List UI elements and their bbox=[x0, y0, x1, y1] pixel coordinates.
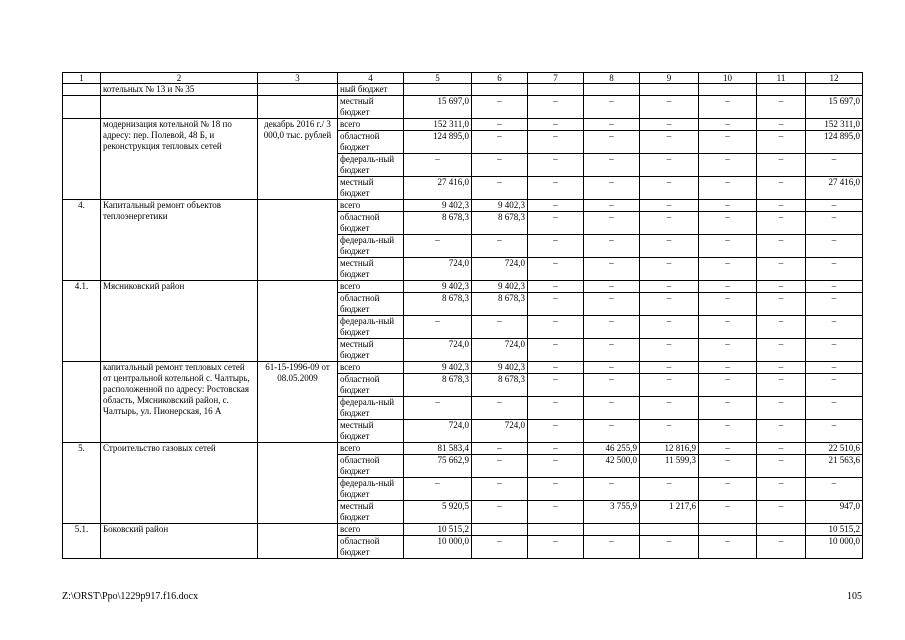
value-cell: 8 678,3 bbox=[472, 374, 528, 397]
value-cell: – bbox=[757, 339, 806, 362]
value-cell: – bbox=[699, 374, 757, 397]
value-cell: 10 515,2 bbox=[404, 524, 472, 536]
value-cell: 947,0 bbox=[806, 501, 863, 524]
column-header: 6 bbox=[472, 73, 528, 84]
term-cell bbox=[258, 281, 338, 362]
value-cell bbox=[640, 84, 699, 96]
value-cell: – bbox=[584, 281, 640, 293]
value-cell: – bbox=[584, 154, 640, 177]
value-cell: – bbox=[528, 154, 584, 177]
page-number: 105 bbox=[847, 591, 862, 602]
value-cell: – bbox=[584, 293, 640, 316]
value-cell: – bbox=[806, 258, 863, 281]
value-cell: – bbox=[806, 200, 863, 212]
value-cell: – bbox=[640, 316, 699, 339]
value-cell: 10 000,0 bbox=[806, 536, 863, 559]
value-cell: – bbox=[699, 293, 757, 316]
value-cell: – bbox=[584, 200, 640, 212]
value-cell: – bbox=[640, 131, 699, 154]
value-cell: 8 678,3 bbox=[404, 374, 472, 397]
column-header: 1 bbox=[63, 73, 101, 84]
value-cell: – bbox=[528, 177, 584, 200]
name-cell: Боковский район bbox=[101, 524, 258, 559]
value-cell: – bbox=[640, 119, 699, 131]
funding-source-cell: местный бюджет bbox=[338, 420, 404, 443]
value-cell: – bbox=[699, 397, 757, 420]
value-cell: – bbox=[757, 258, 806, 281]
value-cell: – bbox=[528, 536, 584, 559]
value-cell: – bbox=[699, 501, 757, 524]
value-cell: 724,0 bbox=[404, 420, 472, 443]
term-cell: 61-15-1996-09 от 08.05.2009 bbox=[258, 362, 338, 443]
funding-source-cell: федераль-ный бюджет bbox=[338, 397, 404, 420]
funding-source-cell: областной бюджет bbox=[338, 293, 404, 316]
value-cell: – bbox=[528, 362, 584, 374]
value-cell: 724,0 bbox=[472, 339, 528, 362]
name-cell: капитальный ремонт тепловых сетей от центральной котельной с. Чалтырь, расположенной по адресу: Ростовская область, Мясниковский район, с. Чалтырь, ул. Пионерская, 16 А bbox=[101, 362, 258, 443]
value-cell: – bbox=[528, 258, 584, 281]
column-header: 7 bbox=[528, 73, 584, 84]
value-cell: – bbox=[699, 96, 757, 119]
term-cell bbox=[258, 443, 338, 524]
value-cell: 75 662,9 bbox=[404, 455, 472, 478]
name-cell: Капитальный ремонт объектов теплоэнергетики bbox=[101, 200, 258, 281]
value-cell: 9 402,3 bbox=[472, 281, 528, 293]
value-cell: – bbox=[528, 443, 584, 455]
value-cell: 1 217,6 bbox=[640, 501, 699, 524]
value-cell: – bbox=[528, 374, 584, 397]
value-cell: – bbox=[757, 362, 806, 374]
value-cell: – bbox=[640, 293, 699, 316]
value-cell: – bbox=[757, 420, 806, 443]
funding-source-cell: областной бюджет bbox=[338, 374, 404, 397]
value-cell: – bbox=[472, 316, 528, 339]
value-cell: – bbox=[699, 154, 757, 177]
value-cell: – bbox=[528, 200, 584, 212]
value-cell: 9 402,3 bbox=[404, 200, 472, 212]
value-cell: 15 697,0 bbox=[404, 96, 472, 119]
value-cell: – bbox=[472, 478, 528, 501]
value-cell: 21 563,6 bbox=[806, 455, 863, 478]
value-cell: – bbox=[757, 177, 806, 200]
value-cell: – bbox=[640, 478, 699, 501]
name-cell: Мясниковский район bbox=[101, 281, 258, 362]
value-cell: – bbox=[528, 212, 584, 235]
value-cell: 10 000,0 bbox=[404, 536, 472, 559]
value-cell bbox=[472, 84, 528, 96]
value-cell bbox=[584, 84, 640, 96]
table-row bbox=[63, 281, 863, 293]
value-cell: – bbox=[757, 316, 806, 339]
value-cell: – bbox=[472, 397, 528, 420]
value-cell: – bbox=[472, 235, 528, 258]
value-cell: – bbox=[806, 362, 863, 374]
value-cell: – bbox=[757, 293, 806, 316]
value-cell: – bbox=[528, 455, 584, 478]
value-cell: 46 255,9 bbox=[584, 443, 640, 455]
funding-source-cell: всего bbox=[338, 524, 404, 536]
value-cell: 10 515,2 bbox=[806, 524, 863, 536]
funding-source-cell: всего bbox=[338, 200, 404, 212]
funding-source-cell: областной бюджет bbox=[338, 212, 404, 235]
value-cell: – bbox=[699, 362, 757, 374]
value-cell: – bbox=[757, 131, 806, 154]
value-cell: – bbox=[472, 501, 528, 524]
value-cell: 9 402,3 bbox=[472, 200, 528, 212]
value-cell: 724,0 bbox=[472, 258, 528, 281]
value-cell: – bbox=[806, 293, 863, 316]
value-cell: – bbox=[528, 131, 584, 154]
name-cell: Строительство газовых сетей bbox=[101, 443, 258, 524]
value-cell: – bbox=[757, 455, 806, 478]
value-cell: – bbox=[806, 316, 863, 339]
column-header: 2 bbox=[101, 73, 258, 84]
table-row bbox=[63, 443, 863, 455]
funding-source-cell: областной бюджет bbox=[338, 455, 404, 478]
value-cell: – bbox=[528, 281, 584, 293]
value-cell: 152 311,0 bbox=[806, 119, 863, 131]
value-cell: – bbox=[699, 119, 757, 131]
value-cell: – bbox=[404, 154, 472, 177]
table-row bbox=[63, 119, 863, 131]
value-cell: 27 416,0 bbox=[806, 177, 863, 200]
value-cell: – bbox=[806, 339, 863, 362]
value-cell: – bbox=[806, 397, 863, 420]
value-cell: – bbox=[528, 316, 584, 339]
funding-source-cell: федераль-ный бюджет bbox=[338, 154, 404, 177]
value-cell: – bbox=[528, 119, 584, 131]
value-cell: – bbox=[640, 339, 699, 362]
name-cell: модернизация котельной № 18 по адресу: пер. Полевой, 48 Б, и реконструкция тепловых сетей bbox=[101, 119, 258, 200]
funding-source-cell: всего bbox=[338, 362, 404, 374]
term-cell bbox=[258, 84, 338, 96]
funding-source-cell: ный бюджет bbox=[338, 84, 404, 96]
header-row bbox=[63, 73, 863, 84]
funding-source-cell: всего bbox=[338, 119, 404, 131]
value-cell: – bbox=[640, 374, 699, 397]
value-cell: – bbox=[584, 119, 640, 131]
row-number-cell bbox=[63, 84, 101, 96]
value-cell: – bbox=[757, 212, 806, 235]
value-cell: 124 895,0 bbox=[404, 131, 472, 154]
value-cell: – bbox=[699, 212, 757, 235]
value-cell: – bbox=[699, 536, 757, 559]
value-cell: – bbox=[640, 154, 699, 177]
value-cell: – bbox=[757, 281, 806, 293]
row-number-cell bbox=[63, 96, 101, 119]
value-cell: 42 500,0 bbox=[584, 455, 640, 478]
column-header: 8 bbox=[584, 73, 640, 84]
name-cell bbox=[101, 96, 258, 119]
row-number-cell: 5. bbox=[63, 443, 101, 524]
value-cell: – bbox=[806, 374, 863, 397]
value-cell: – bbox=[584, 316, 640, 339]
value-cell: – bbox=[584, 235, 640, 258]
value-cell: 724,0 bbox=[472, 420, 528, 443]
value-cell: – bbox=[640, 397, 699, 420]
term-cell: декабрь 2016 г./ 3 000,0 тыс. рублей bbox=[258, 119, 338, 200]
value-cell: – bbox=[806, 478, 863, 501]
funding-source-cell: местный бюджет bbox=[338, 258, 404, 281]
funding-source-cell: федераль-ный бюджет bbox=[338, 316, 404, 339]
value-cell: – bbox=[757, 374, 806, 397]
table-row bbox=[63, 362, 863, 374]
row-number-cell: 5.1. bbox=[63, 524, 101, 559]
funding-source-cell: местный бюджет bbox=[338, 96, 404, 119]
value-cell: – bbox=[806, 420, 863, 443]
table-row bbox=[63, 96, 863, 119]
value-cell: 12 816,9 bbox=[640, 443, 699, 455]
value-cell: – bbox=[699, 420, 757, 443]
value-cell: – bbox=[640, 96, 699, 119]
value-cell: – bbox=[757, 501, 806, 524]
funding-source-cell: областной бюджет bbox=[338, 131, 404, 154]
value-cell: – bbox=[806, 235, 863, 258]
value-cell: 81 583,4 bbox=[404, 443, 472, 455]
value-cell: – bbox=[757, 478, 806, 501]
value-cell: – bbox=[806, 212, 863, 235]
value-cell: – bbox=[528, 501, 584, 524]
value-cell: – bbox=[472, 154, 528, 177]
value-cell: – bbox=[472, 131, 528, 154]
funding-source-cell: федераль-ный бюджет bbox=[338, 478, 404, 501]
value-cell: – bbox=[404, 316, 472, 339]
table-row bbox=[63, 84, 863, 96]
value-cell bbox=[528, 524, 584, 536]
value-cell: – bbox=[640, 258, 699, 281]
value-cell: – bbox=[640, 235, 699, 258]
value-cell: – bbox=[472, 177, 528, 200]
term-cell bbox=[258, 200, 338, 281]
value-cell: – bbox=[640, 200, 699, 212]
value-cell: – bbox=[404, 478, 472, 501]
value-cell: – bbox=[699, 177, 757, 200]
value-cell: – bbox=[528, 293, 584, 316]
value-cell: 8 678,3 bbox=[472, 293, 528, 316]
value-cell: – bbox=[757, 443, 806, 455]
value-cell: – bbox=[584, 177, 640, 200]
name-cell: котельных № 13 и № 35 bbox=[101, 84, 258, 96]
funding-source-cell: областной бюджет bbox=[338, 536, 404, 559]
value-cell: – bbox=[528, 339, 584, 362]
value-cell: – bbox=[699, 281, 757, 293]
value-cell: – bbox=[640, 362, 699, 374]
value-cell bbox=[528, 84, 584, 96]
value-cell: 9 402,3 bbox=[404, 281, 472, 293]
value-cell: – bbox=[528, 235, 584, 258]
value-cell: – bbox=[699, 443, 757, 455]
funding-source-cell: всего bbox=[338, 281, 404, 293]
value-cell: 27 416,0 bbox=[404, 177, 472, 200]
value-cell: – bbox=[584, 478, 640, 501]
value-cell: – bbox=[699, 131, 757, 154]
value-cell: – bbox=[757, 397, 806, 420]
value-cell bbox=[472, 524, 528, 536]
value-cell: – bbox=[528, 96, 584, 119]
value-cell: – bbox=[699, 478, 757, 501]
value-cell: – bbox=[757, 235, 806, 258]
table-row bbox=[63, 200, 863, 212]
table-row bbox=[63, 524, 863, 536]
value-cell: – bbox=[806, 154, 863, 177]
funding-source-cell: местный бюджет bbox=[338, 177, 404, 200]
value-cell: – bbox=[528, 397, 584, 420]
value-cell: – bbox=[584, 420, 640, 443]
value-cell: – bbox=[699, 258, 757, 281]
value-cell: – bbox=[699, 235, 757, 258]
value-cell: – bbox=[584, 212, 640, 235]
value-cell bbox=[404, 84, 472, 96]
value-cell: – bbox=[757, 154, 806, 177]
value-cell: 8 678,3 bbox=[404, 293, 472, 316]
file-path: Z:\ORST\Ppo\1229p917.f16.docx bbox=[62, 591, 199, 602]
value-cell: – bbox=[584, 339, 640, 362]
value-cell: – bbox=[757, 96, 806, 119]
value-cell: – bbox=[640, 420, 699, 443]
value-cell: – bbox=[472, 443, 528, 455]
value-cell: – bbox=[584, 131, 640, 154]
value-cell: – bbox=[699, 316, 757, 339]
value-cell bbox=[806, 84, 863, 96]
value-cell: – bbox=[640, 212, 699, 235]
value-cell: – bbox=[404, 397, 472, 420]
column-header: 12 bbox=[806, 73, 863, 84]
value-cell: – bbox=[528, 478, 584, 501]
value-cell: – bbox=[584, 536, 640, 559]
value-cell: 9 402,3 bbox=[404, 362, 472, 374]
value-cell: – bbox=[472, 455, 528, 478]
value-cell: – bbox=[757, 536, 806, 559]
value-cell: 3 755,9 bbox=[584, 501, 640, 524]
value-cell: – bbox=[584, 96, 640, 119]
funding-source-cell: местный бюджет bbox=[338, 339, 404, 362]
value-cell: 724,0 bbox=[404, 258, 472, 281]
value-cell bbox=[757, 524, 806, 536]
value-cell: – bbox=[584, 258, 640, 281]
value-cell: 8 678,3 bbox=[472, 212, 528, 235]
value-cell: 11 599,3 bbox=[640, 455, 699, 478]
value-cell: – bbox=[528, 420, 584, 443]
value-cell: – bbox=[584, 362, 640, 374]
column-header: 10 bbox=[699, 73, 757, 84]
column-header: 11 bbox=[757, 73, 806, 84]
value-cell: 8 678,3 bbox=[404, 212, 472, 235]
value-cell: – bbox=[806, 281, 863, 293]
value-cell: 9 402,3 bbox=[472, 362, 528, 374]
budget-table bbox=[62, 72, 863, 559]
value-cell: – bbox=[472, 119, 528, 131]
value-cell bbox=[699, 84, 757, 96]
value-cell: – bbox=[699, 455, 757, 478]
value-cell: – bbox=[757, 200, 806, 212]
column-header: 5 bbox=[404, 73, 472, 84]
value-cell: – bbox=[640, 536, 699, 559]
value-cell: – bbox=[404, 235, 472, 258]
value-cell: – bbox=[699, 200, 757, 212]
value-cell bbox=[584, 524, 640, 536]
value-cell bbox=[640, 524, 699, 536]
value-cell: – bbox=[584, 374, 640, 397]
term-cell bbox=[258, 524, 338, 559]
column-header: 3 bbox=[258, 73, 338, 84]
funding-source-cell: всего bbox=[338, 443, 404, 455]
value-cell: 724,0 bbox=[404, 339, 472, 362]
value-cell: 152 311,0 bbox=[404, 119, 472, 131]
value-cell: 5 920,5 bbox=[404, 501, 472, 524]
column-header: 9 bbox=[640, 73, 699, 84]
value-cell bbox=[757, 84, 806, 96]
funding-source-cell: местный бюджет bbox=[338, 501, 404, 524]
value-cell: – bbox=[640, 281, 699, 293]
value-cell: – bbox=[584, 397, 640, 420]
funding-source-cell: федераль-ный бюджет bbox=[338, 235, 404, 258]
column-header: 4 bbox=[338, 73, 404, 84]
row-number-cell: 4.1. bbox=[63, 281, 101, 362]
row-number-cell bbox=[63, 119, 101, 200]
row-number-cell bbox=[63, 362, 101, 443]
term-cell bbox=[258, 96, 338, 119]
value-cell bbox=[699, 524, 757, 536]
value-cell: – bbox=[472, 96, 528, 119]
row-number-cell: 4. bbox=[63, 200, 101, 281]
value-cell: 15 697,0 bbox=[806, 96, 863, 119]
value-cell: 22 510,6 bbox=[806, 443, 863, 455]
value-cell: – bbox=[699, 339, 757, 362]
value-cell: – bbox=[640, 177, 699, 200]
value-cell: 124 895,0 bbox=[806, 131, 863, 154]
value-cell: – bbox=[757, 119, 806, 131]
value-cell: – bbox=[472, 536, 528, 559]
